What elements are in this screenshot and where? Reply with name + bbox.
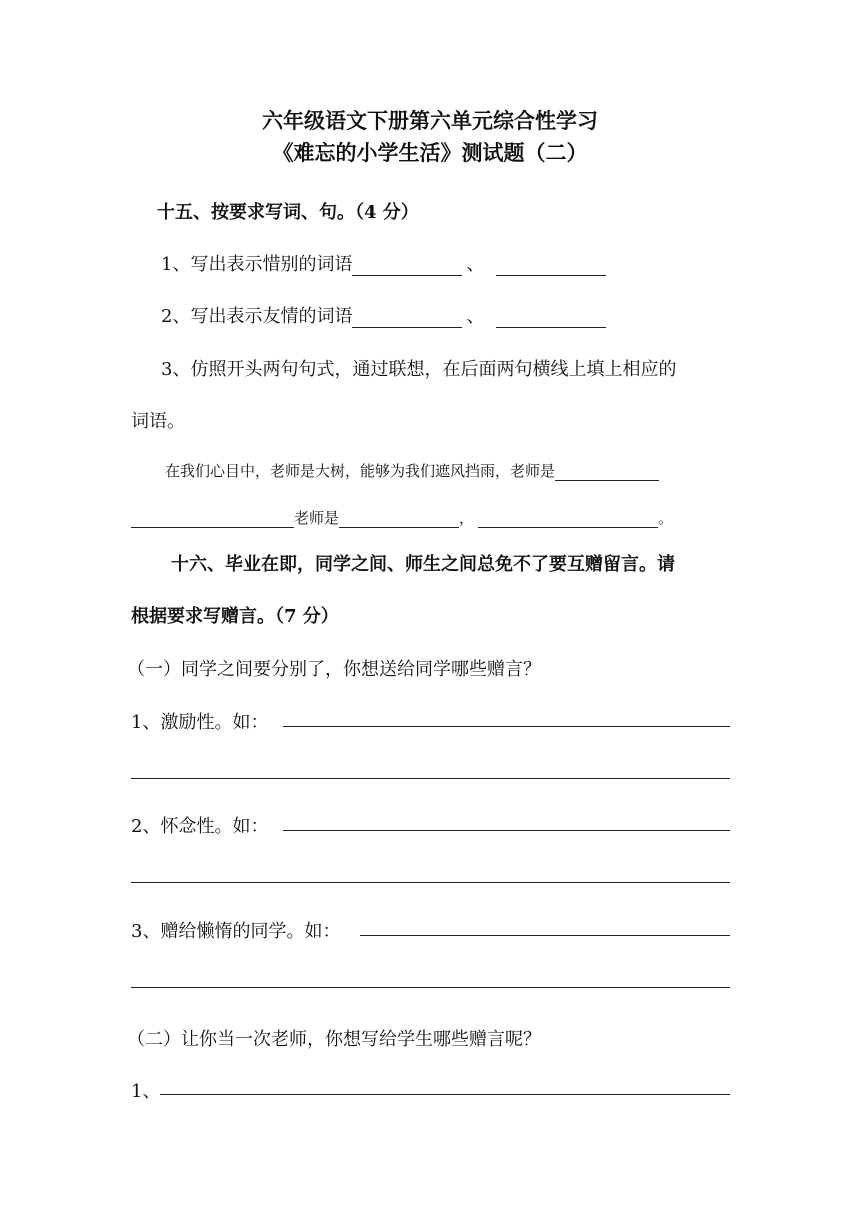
example-sentence-line2 (131, 507, 673, 528)
answer-line[interactable] (131, 778, 730, 779)
answer-blank[interactable] (131, 510, 294, 528)
answer-line[interactable] (283, 726, 730, 727)
example-text: 在我们心目中，老师是大树，能够为我们遮风挡雨，老师是 (165, 462, 556, 480)
page-title-line1: 六年级语文下册第六单元综合性学习 (262, 108, 598, 133)
page-title-line2: 《难忘的小学生活》测试题（二） (272, 140, 588, 165)
question-2-label: 2、写出表示友情的词语 (161, 306, 353, 327)
answer-blank[interactable] (352, 255, 462, 276)
item-2-label: 2、怀念性。如： (131, 816, 269, 837)
answer-line[interactable] (131, 882, 730, 883)
item-3-label: 3、赠给懒惰的同学。如： (131, 921, 341, 942)
part-2-prompt: （二）让你当一次老师，你想写给学生哪些赠言呢？ (127, 1029, 541, 1050)
question-3-line1: 3、仿照开头两句句式，通过联想，在后面两句横线上填上相应的 (161, 359, 677, 380)
part-1-prompt: （一）同学之间要分别了，你想送给同学哪些赠言？ (127, 659, 541, 680)
example-sentence-line1 (165, 460, 659, 481)
section-16-heading-line1: 十六、毕业在即，同学之间、师生之间总免不了要互赠留言。请 (171, 554, 675, 575)
separator: 、 (466, 254, 485, 275)
question-3-line2: 词语。 (131, 411, 185, 432)
question-1-label: 1、写出表示惜别的词语 (161, 254, 353, 275)
question-1 (161, 250, 606, 276)
answer-line[interactable] (283, 830, 730, 831)
answer-blank[interactable] (496, 255, 606, 276)
question-2 (161, 302, 606, 328)
answer-line[interactable] (131, 987, 730, 988)
answer-line[interactable] (360, 935, 730, 936)
part-2-item-1-label: 1、 (131, 1081, 161, 1102)
answer-blank[interactable] (478, 510, 658, 528)
answer-blank[interactable] (555, 463, 659, 481)
separator: 、 (466, 306, 485, 327)
answer-blank[interactable] (496, 307, 606, 328)
example-comma: ， (459, 509, 475, 527)
example-end: 。 (658, 509, 674, 527)
answer-blank[interactable] (352, 307, 462, 328)
answer-line[interactable] (160, 1094, 730, 1095)
section-15-heading: 十五、按要求写词、句。（4 分） (157, 202, 419, 223)
answer-blank[interactable] (339, 510, 459, 528)
item-1-label: 1、激励性。如： (131, 712, 269, 733)
example-mid-text: 老师是 (294, 509, 340, 527)
section-16-heading-line2: 根据要求写赠言。（7 分） (131, 606, 339, 627)
